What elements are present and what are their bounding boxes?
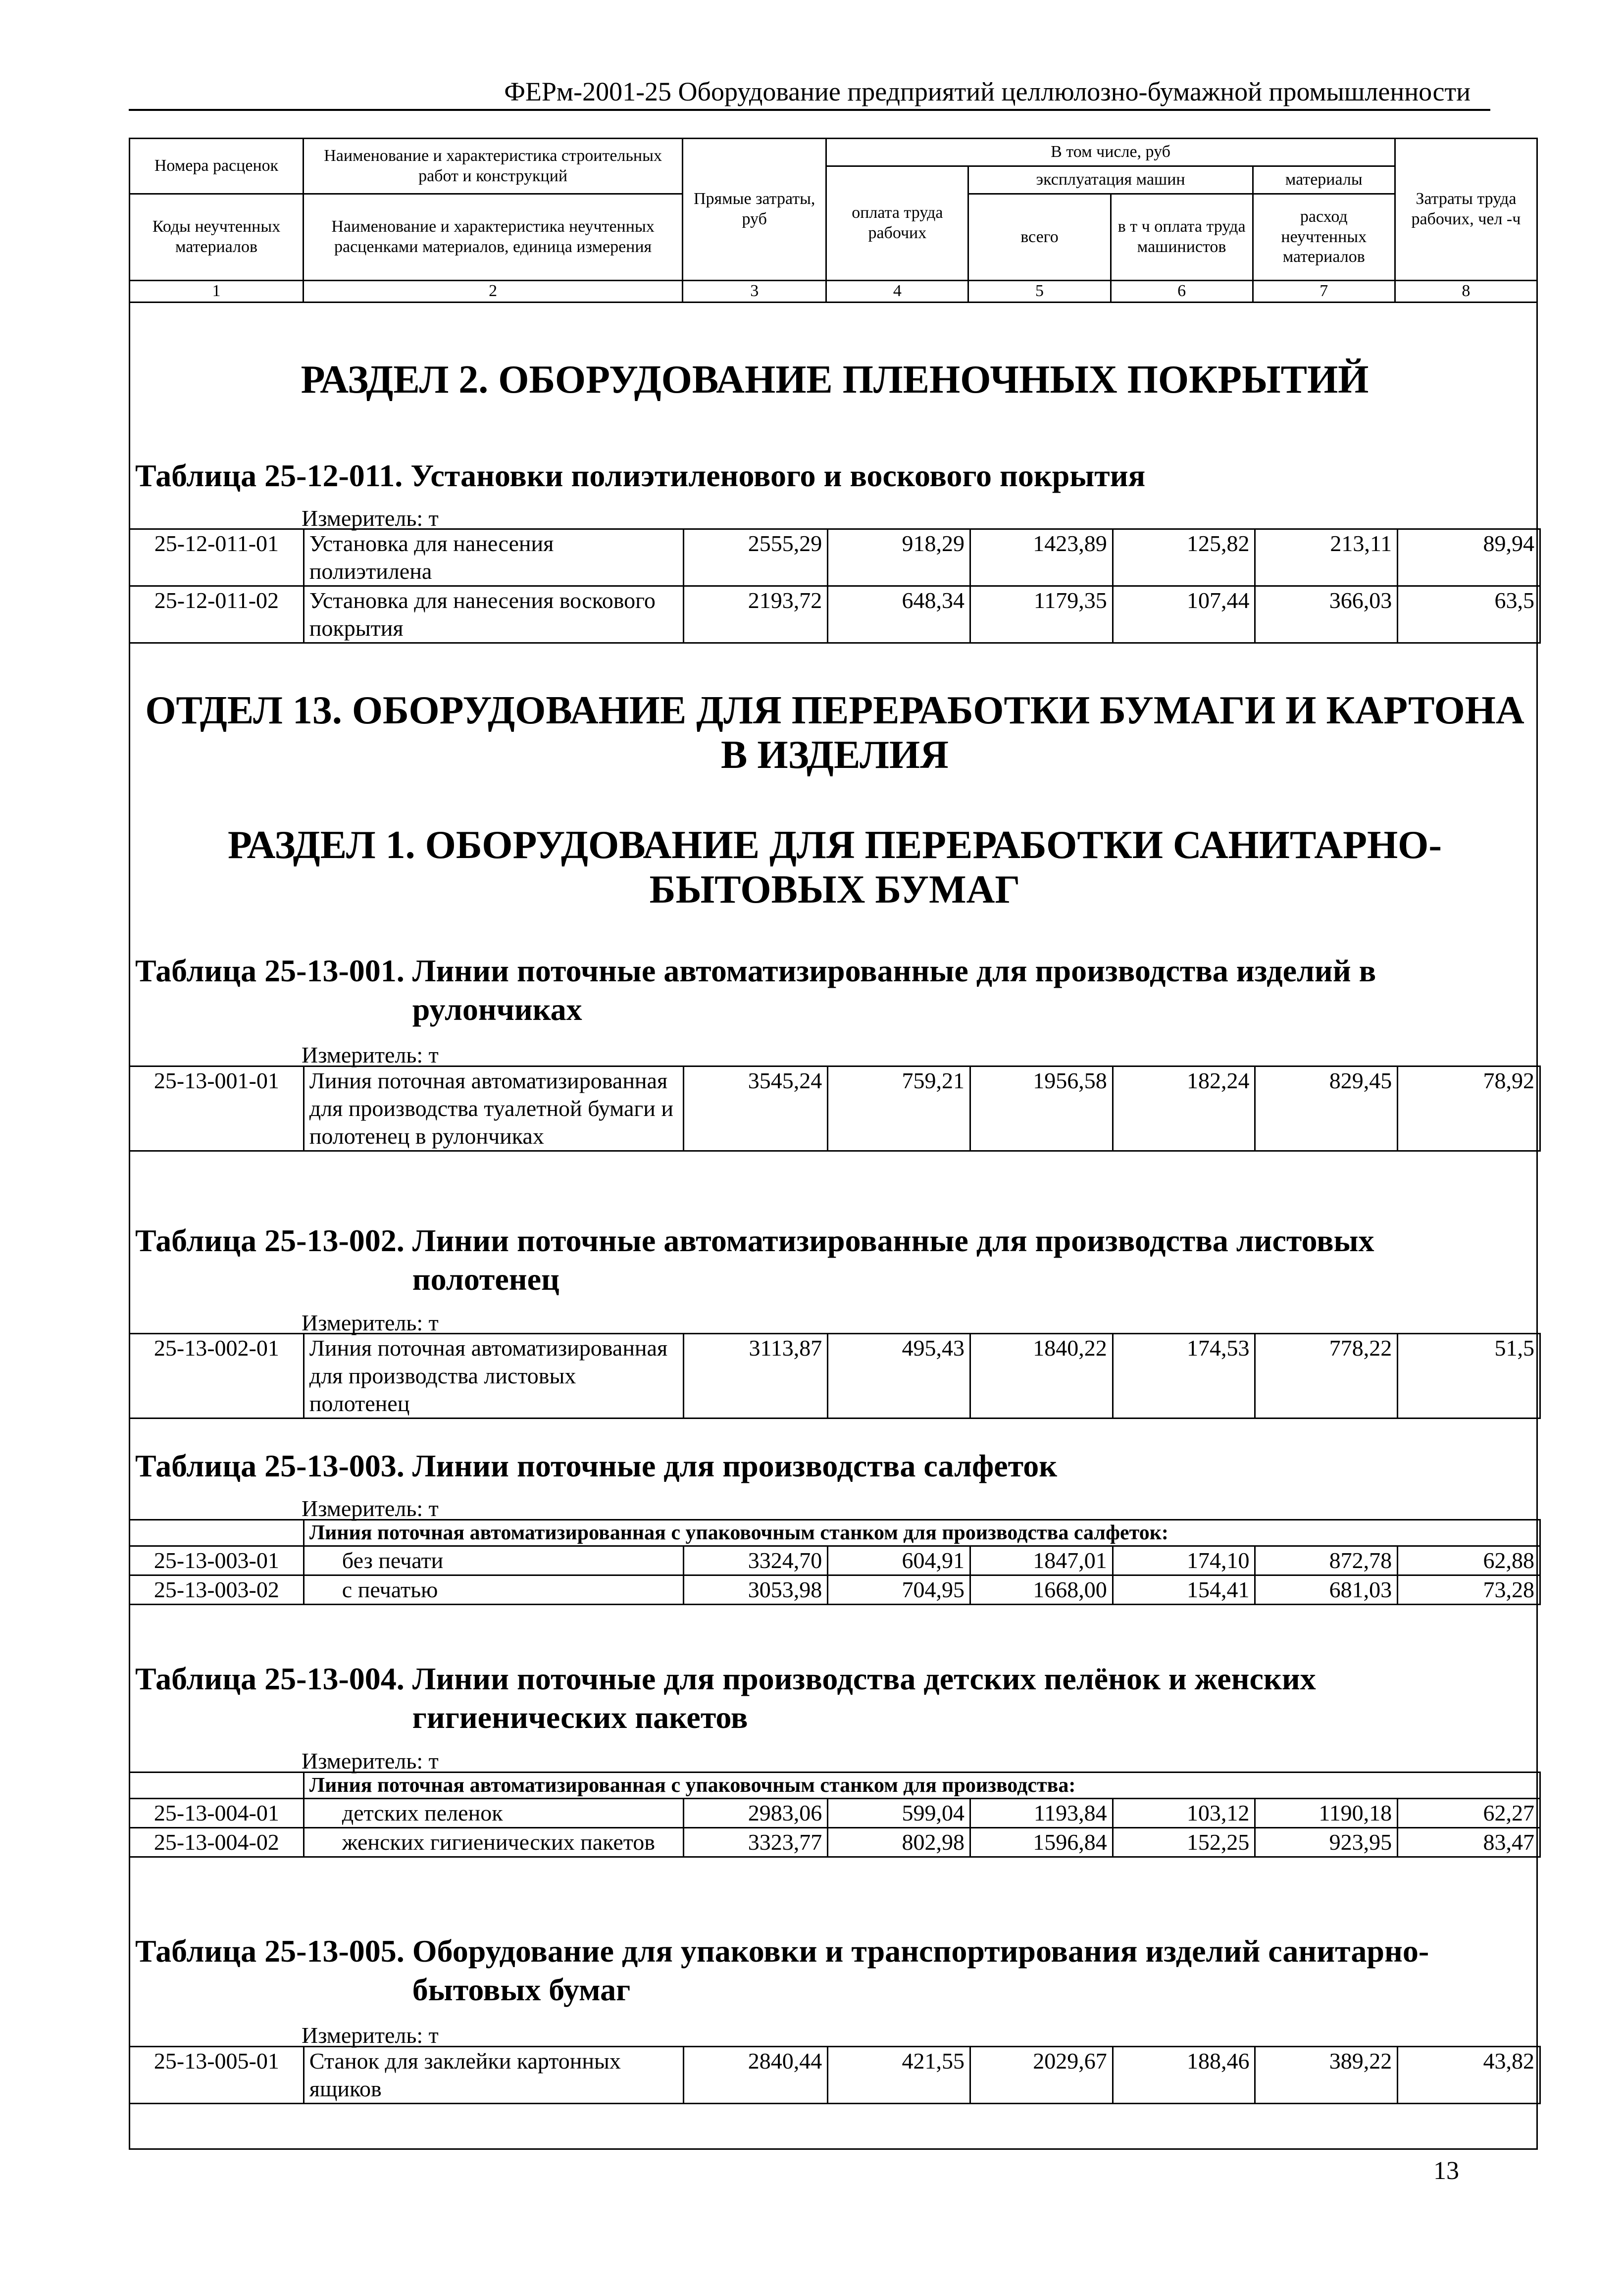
value-direct: 2983,06 [684,1799,828,1828]
section-title-line1: РАЗДЕЛ 1. ОБОРУДОВАНИЕ ДЛЯ ПЕРЕРАБОТКИ САНИТАРНО- [227,823,1442,867]
table-number: Таблица 25-13-005. [135,1933,405,1969]
value-mach: 1596,84 [970,1828,1113,1857]
header-colnum: 8 [1395,280,1537,302]
header-work-name: Наименование и характеристика строительных работ и конструкций [304,139,683,194]
table-row [130,586,1540,643]
content-area [129,303,1538,2150]
value-hours: 62,88 [1398,1546,1540,1575]
table-row [130,1828,1540,1857]
department-title-line2: В ИЗДЕЛИЯ [721,733,949,777]
subheader-empty [130,1520,304,1546]
value-hours: 51,5 [1398,1334,1540,1419]
subheader-row [130,1520,1540,1546]
rate-code: 25-13-003-02 [130,1575,304,1605]
header-materials: материалы [1253,166,1395,194]
value-mat: 1190,18 [1255,1799,1398,1828]
value-direct: 3324,70 [684,1546,828,1575]
rates-table [129,1333,1541,1419]
rate-code: 25-13-004-01 [130,1799,304,1828]
value-machinist: 174,10 [1113,1546,1255,1575]
value-machinist: 188,46 [1113,2047,1255,2104]
value-machinist: 152,25 [1113,1828,1255,1857]
value-mach: 2029,67 [970,2047,1113,2104]
value-machinist: 103,12 [1113,1799,1255,1828]
table-number: Таблица 25-13-003. [135,1448,405,1483]
value-machinist: 174,53 [1113,1334,1255,1419]
table-name: Линии поточные автоматизированные для производства листовых полотенец [412,1223,1374,1297]
table-title [135,952,1536,1029]
table-name: Установки полиэтиленового и воскового покрытия [410,458,1146,493]
header-colnum: 4 [826,280,968,302]
value-mat: 681,03 [1255,1575,1398,1605]
table-name: Линии поточные автоматизированные для производства изделий в рулончиках [412,953,1376,1027]
table-title [135,1932,1536,2009]
value-mat: 923,95 [1255,1828,1398,1857]
running-header-text: ФЕРм-2001-25 Оборудование предприятий целлюлозно-бумажной промышленности [504,77,1471,106]
value-machinist: 125,82 [1113,529,1255,586]
subheader-text: Линия поточная автоматизированная с упаковочным станком для производства салфеток: [304,1520,1540,1546]
table-number: Таблица 25-12-011. [135,458,403,493]
rates-table [129,1065,1541,1152]
header-material-codes: Коды неучтенных материалов [130,194,304,281]
value-direct: 3545,24 [684,1066,828,1151]
rate-code: 25-13-002-01 [130,1334,304,1419]
work-name: Линия поточная автоматизированная для производства листовых полотенец [304,1334,684,1419]
header-colnum: 7 [1253,280,1395,302]
value-mat: 829,45 [1255,1066,1398,1151]
value-direct: 2193,72 [684,586,828,643]
header-including: В том числе, руб [826,139,1395,166]
work-name: женских гигиенических пакетов [304,1828,684,1857]
value-direct: 2840,44 [684,2047,828,2104]
value-hours: 73,28 [1398,1575,1540,1605]
value-labor: 918,29 [828,529,970,586]
value-direct: 2555,29 [684,529,828,586]
value-direct: 3323,77 [684,1828,828,1857]
subheader-row [130,1773,1540,1799]
value-hours: 63,5 [1398,586,1540,643]
header-machines-total: всего [968,194,1111,281]
table-title [135,1447,1536,1485]
work-name: Станок для заклейки картонных ящиков [304,2047,684,2104]
table-row [130,1334,1540,1419]
table-row [130,1066,1540,1151]
rates-table [129,528,1541,644]
table-number: Таблица 25-13-001. [135,953,405,988]
header-labor-hours: Затраты труда рабочих, чел -ч [1395,139,1537,281]
section-title-line2: БЫТОВЫХ БУМАГ [649,868,1020,912]
work-name: Установка для нанесения воскового покрытия [304,586,684,643]
running-header [129,74,1490,111]
rate-code: 25-13-004-02 [130,1828,304,1857]
table-name: Линии поточные для производства детских пелёнок и женских гигиенических пакетов [412,1661,1316,1735]
work-name: Линия поточная автоматизированная для производства туалетной бумаги и полотенец в рулончиках [304,1066,684,1151]
table-row [130,1546,1540,1575]
unit-of-measure: Измеритель: т [302,506,439,531]
section-title: РАЗДЕЛ 2. ОБОРУДОВАНИЕ ПЛЕНОЧНЫХ ПОКРЫТИЙ [301,358,1369,402]
value-mach: 1179,35 [970,586,1113,643]
table-row [130,1575,1540,1605]
unit-of-measure: Измеритель: т [302,1042,439,1067]
rate-code: 25-13-003-01 [130,1546,304,1575]
rates-table [129,1772,1541,1858]
value-mat: 213,11 [1255,529,1398,586]
value-hours: 62,27 [1398,1799,1540,1828]
value-labor: 421,55 [828,2047,970,2104]
value-hours: 43,82 [1398,2047,1540,2104]
work-name: без печати [304,1546,684,1575]
table-name: Оборудование для упаковки и транспортирования изделий санитарно-бытовых бумаг [412,1933,1429,2007]
value-labor: 648,34 [828,586,970,643]
value-mach: 1668,00 [970,1575,1113,1605]
unit-of-measure: Измеритель: т [302,2023,439,2048]
header-materials-consumption: расход неучтенных материалов [1253,194,1395,281]
rate-code: 25-12-011-01 [130,529,304,586]
header-colnum: 1 [130,280,304,302]
rates-table [129,2046,1541,2104]
value-mach: 1423,89 [970,529,1113,586]
table-row [130,2047,1540,2104]
value-hours: 83,47 [1398,1828,1540,1857]
header-machine-operation: эксплуатация машин [968,166,1253,194]
value-mat: 389,22 [1255,2047,1398,2104]
value-direct: 3113,87 [684,1334,828,1419]
header-direct-costs: Прямые затраты, руб [683,139,826,281]
rate-code: 25-13-005-01 [130,2047,304,2104]
work-name: детских пеленок [304,1799,684,1828]
table-name: Линии поточные для производства салфеток [412,1448,1058,1483]
table-number: Таблица 25-13-004. [135,1661,405,1696]
value-direct: 3053,98 [684,1575,828,1605]
value-labor: 759,21 [828,1066,970,1151]
value-hours: 78,92 [1398,1066,1540,1151]
page-number: 13 [1433,2157,1459,2185]
header-labor-pay: оплата труда рабочих [826,166,968,281]
table-title [135,456,1536,495]
value-mat: 366,03 [1255,586,1398,643]
value-labor: 604,91 [828,1546,970,1575]
subheader-text: Линия поточная автоматизированная с упаковочным станком для производства: [304,1773,1540,1799]
value-mach: 1847,01 [970,1546,1113,1575]
column-header-table [129,138,1538,303]
work-name: с печатью [304,1575,684,1605]
value-labor: 599,04 [828,1799,970,1828]
department-title-line1: ОТДЕЛ 13. ОБОРУДОВАНИЕ ДЛЯ ПЕРЕРАБОТКИ БУМАГИ И КАРТОНА [145,689,1524,732]
value-mach: 1193,84 [970,1799,1113,1828]
header-colnum: 2 [304,280,683,302]
value-labor: 704,95 [828,1575,970,1605]
subheader-empty [130,1773,304,1799]
table-number: Таблица 25-13-002. [135,1223,405,1258]
rate-code: 25-13-001-01 [130,1066,304,1151]
value-labor: 802,98 [828,1828,970,1857]
header-colnum: 3 [683,280,826,302]
rate-code: 25-12-011-02 [130,586,304,643]
value-mach: 1956,58 [970,1066,1113,1151]
header-machinist-pay: в т ч оплата труда машинистов [1111,194,1253,281]
table-title [135,1660,1536,1737]
header-colnum: 5 [968,280,1111,302]
unit-of-measure: Измеритель: т [302,1310,439,1335]
value-machinist: 107,44 [1113,586,1255,643]
unit-of-measure: Измеритель: т [302,1496,439,1521]
unit-of-measure: Измеритель: т [302,1748,439,1773]
value-mach: 1840,22 [970,1334,1113,1419]
value-machinist: 182,24 [1113,1066,1255,1151]
table-row [130,1799,1540,1828]
rates-table [129,1519,1541,1605]
value-machinist: 154,41 [1113,1575,1255,1605]
header-colnum: 6 [1111,280,1253,302]
value-hours: 89,94 [1398,529,1540,586]
table-row [130,529,1540,586]
value-mat: 778,22 [1255,1334,1398,1419]
work-name: Установка для нанесения полиэтилена [304,529,684,586]
table-title [135,1221,1536,1299]
header-material-names: Наименование и характеристика неучтенных расценками материалов, единица измерения [304,194,683,281]
header-rate-numbers: Номера расценок [130,139,304,194]
value-labor: 495,43 [828,1334,970,1419]
value-mat: 872,78 [1255,1546,1398,1575]
